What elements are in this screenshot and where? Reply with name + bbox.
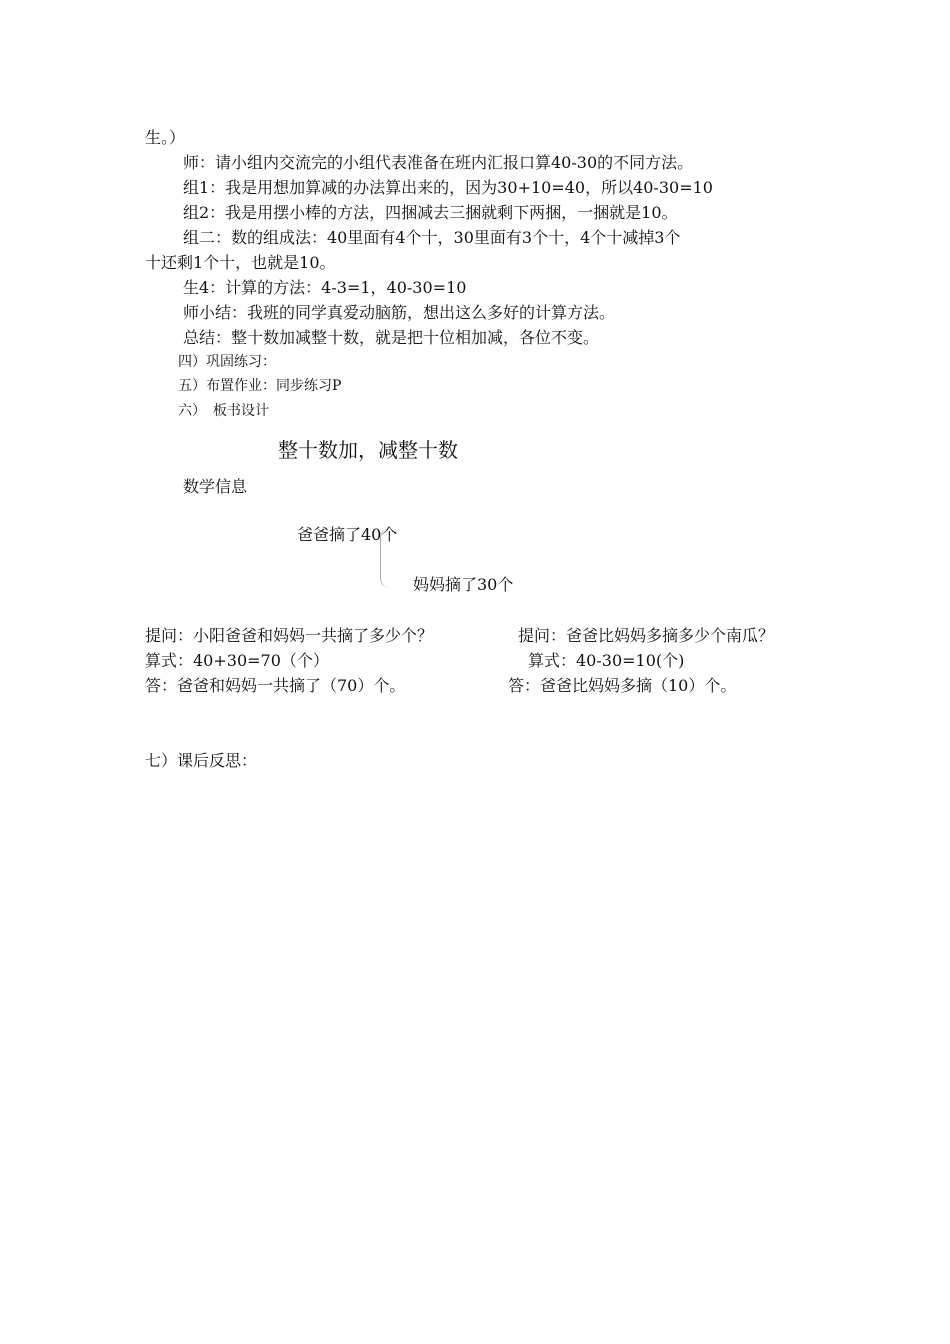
text-line-6: 生4：计算的方法：4-3=1，40-30=10	[183, 278, 467, 297]
text-line-7: 师小结：我班的同学真爱动脑筋，想出这么多好的计算方法。	[183, 303, 616, 322]
answer-1: 答：爸爸和妈妈一共摘了（70）个。	[145, 676, 406, 695]
text-line-4: 组二：数的组成法：40里面有4个十，30里面有3个十，4个十减掉3个	[183, 228, 681, 247]
text-line-2: 组1：我是用想加算减的办法算出来的，因为30+10=40，所以40-30=10	[183, 178, 713, 197]
mom-picked: 妈妈摘了30个	[413, 575, 514, 594]
question-2: 提问：爸爸比妈妈多摘多少个南瓜？	[518, 626, 775, 645]
text-line-8: 总结：整十数加减整十数，就是把十位相加减，各位不变。	[183, 328, 600, 347]
text-line-9: 四）巩固练习：	[178, 354, 276, 370]
formula-1: 算式：40+30=70（个）	[145, 651, 329, 670]
text-line-1: 师：请小组内交流完的小组代表准备在班内汇报口算40-30的不同方法。	[183, 153, 694, 172]
question-1: 提问：小阳爸爸和妈妈一共摘了多少个？	[145, 626, 434, 645]
text-line-5: 十还剩1个十，也就是10。	[145, 253, 336, 272]
answer-2: 答：爸爸比妈妈多摘（10）个。	[508, 676, 737, 695]
dad-picked: 爸爸摘了40个	[297, 525, 398, 544]
board-title: 整十数加，减整十数	[278, 438, 458, 462]
text-line-11: 六） 板书设计	[178, 403, 269, 419]
brace	[380, 528, 393, 588]
text-line-3: 组2：我是用摆小棒的方法，四捆减去三捆就剩下两捆，一捆就是10。	[183, 203, 678, 222]
text-line-10: 五）布置作业：同步练习P	[178, 378, 342, 394]
text-line-0: 生。）	[145, 128, 186, 147]
math-info-label: 数学信息	[183, 477, 248, 496]
formula-2: 算式：40-30=10(个)	[528, 651, 685, 670]
reflection-heading: 七）课后反思：	[145, 751, 258, 770]
